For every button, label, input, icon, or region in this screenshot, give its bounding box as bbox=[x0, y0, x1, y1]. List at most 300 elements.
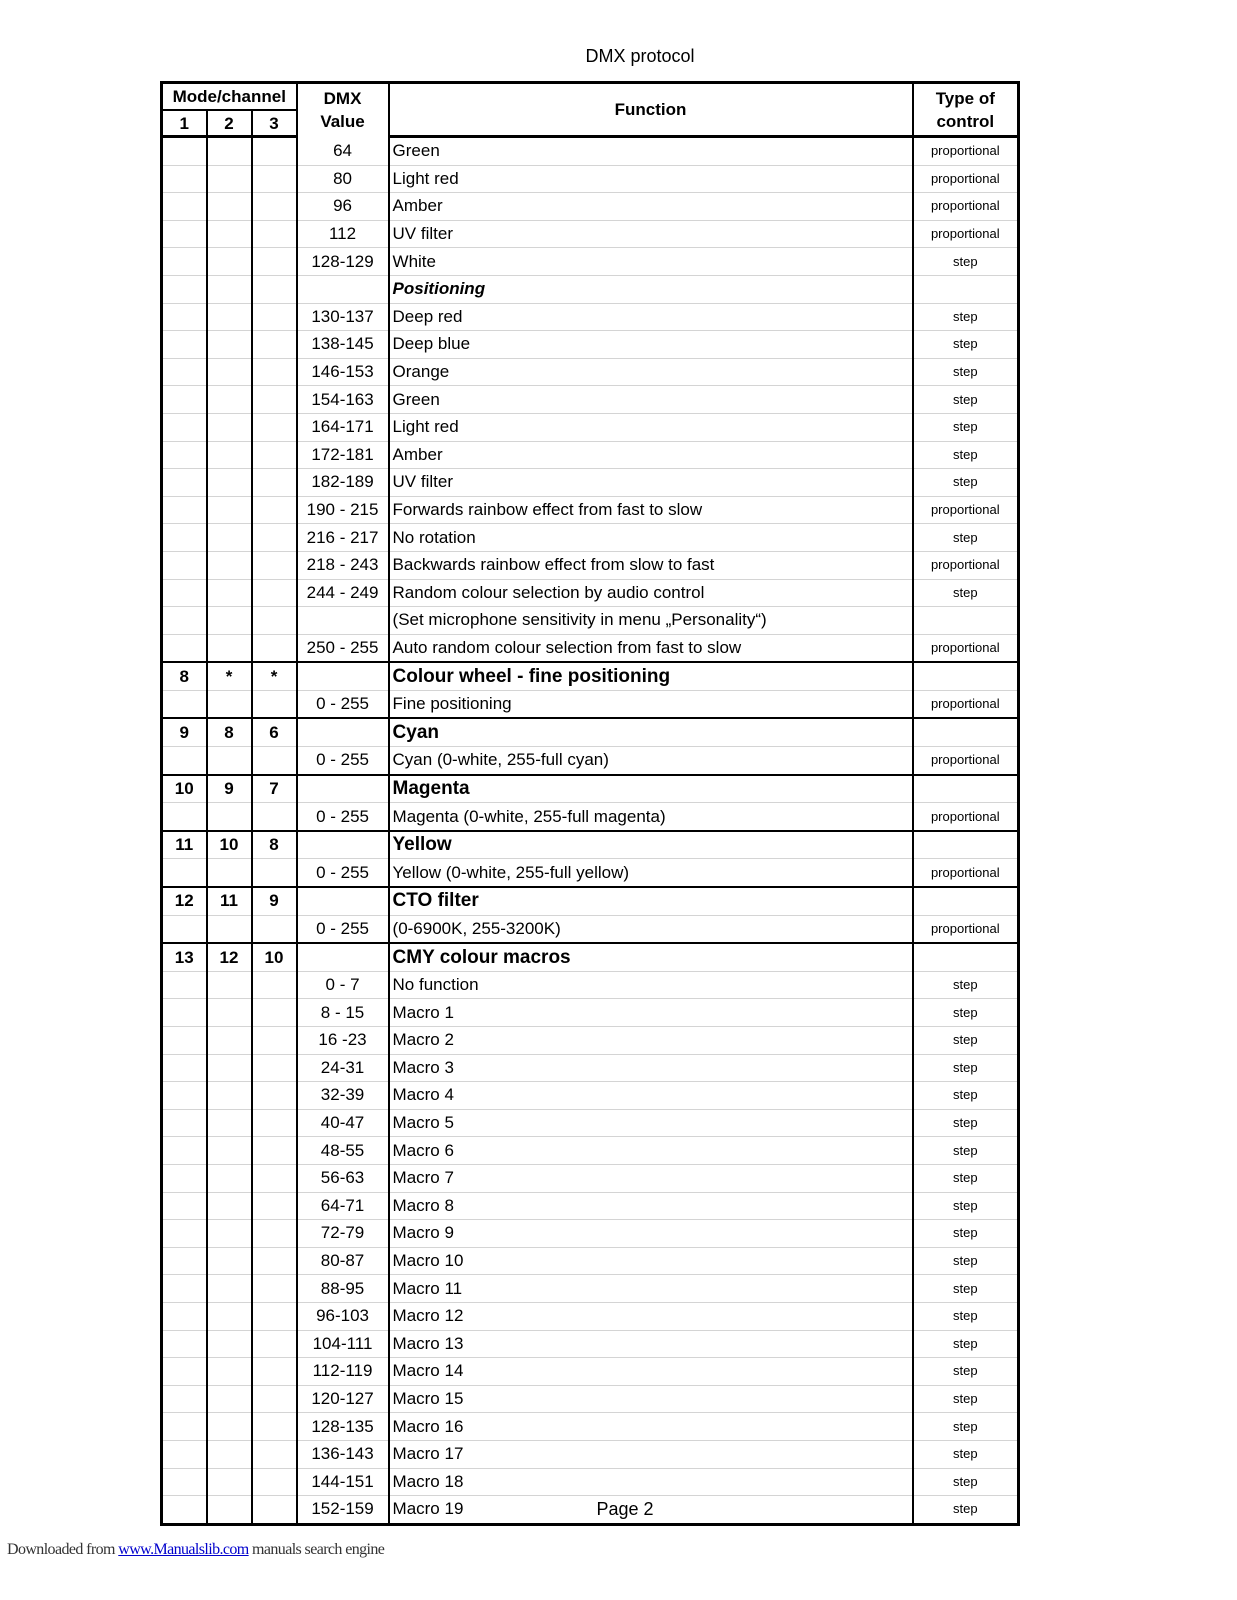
table-row bbox=[162, 193, 1019, 221]
table-row bbox=[162, 524, 1019, 552]
mode-2-cell bbox=[207, 331, 252, 359]
mode-1-cell bbox=[162, 1358, 207, 1386]
mode-3-cell bbox=[252, 971, 297, 999]
function-cell: Macro 16 bbox=[389, 1413, 913, 1441]
type-of-control-cell: step bbox=[913, 248, 1019, 276]
dmx-value-cell: 130-137 bbox=[297, 303, 389, 331]
mode-3-cell bbox=[252, 413, 297, 441]
mode-3-cell bbox=[252, 1220, 297, 1248]
function-cell: Light red bbox=[389, 413, 913, 441]
mode-3-cell bbox=[252, 1164, 297, 1192]
type-of-control-cell: proportional bbox=[913, 551, 1019, 579]
dmx-value-cell bbox=[297, 943, 389, 971]
mode-2-cell bbox=[207, 859, 252, 887]
dmx-value-cell: 0 - 255 bbox=[297, 915, 389, 943]
mode-3-cell bbox=[252, 1082, 297, 1110]
function-cell: Orange bbox=[389, 358, 913, 386]
mode-3-cell bbox=[252, 1192, 297, 1220]
table-row bbox=[162, 859, 1019, 887]
mode-2-cell bbox=[207, 915, 252, 943]
footer-prefix: Downloaded from bbox=[7, 1541, 119, 1558]
header-mode-3: 3 bbox=[252, 110, 297, 137]
function-cell: Deep red bbox=[389, 303, 913, 331]
function-cell: Forwards rainbow effect from fast to slow bbox=[389, 496, 913, 524]
mode-3-cell bbox=[252, 579, 297, 607]
mode-2-cell: 12 bbox=[207, 943, 252, 971]
type-of-control-cell: step bbox=[913, 358, 1019, 386]
dmx-value-cell: 244 - 249 bbox=[297, 579, 389, 607]
mode-1-cell bbox=[162, 220, 207, 248]
function-cell: Cyan bbox=[389, 718, 913, 746]
mode-3-cell bbox=[252, 690, 297, 718]
mode-1-cell bbox=[162, 803, 207, 831]
function-cell: Backwards rainbow effect from slow to fast bbox=[389, 551, 913, 579]
mode-2-cell bbox=[207, 413, 252, 441]
mode-3-cell bbox=[252, 1275, 297, 1303]
mode-3-cell bbox=[252, 248, 297, 276]
mode-1-cell bbox=[162, 1275, 207, 1303]
mode-2-cell bbox=[207, 137, 252, 166]
table-header bbox=[162, 83, 1019, 137]
function-cell: Macro 18 bbox=[389, 1468, 913, 1496]
mode-2-cell bbox=[207, 275, 252, 303]
mode-3-cell bbox=[252, 1440, 297, 1468]
mode-2-cell bbox=[207, 1330, 252, 1358]
mode-1-cell bbox=[162, 607, 207, 635]
type-of-control-cell: proportional bbox=[913, 915, 1019, 943]
mode-3-cell: 7 bbox=[252, 775, 297, 803]
function-cell: Macro 13 bbox=[389, 1330, 913, 1358]
dmx-value-cell: 16 -23 bbox=[297, 1027, 389, 1055]
channel-section-row bbox=[162, 775, 1019, 803]
mode-3-cell bbox=[252, 386, 297, 414]
dmx-value-cell: 8 - 15 bbox=[297, 999, 389, 1027]
dmx-value-cell: 24-31 bbox=[297, 1054, 389, 1082]
mode-3-cell bbox=[252, 1385, 297, 1413]
type-of-control-cell: step bbox=[913, 1413, 1019, 1441]
channel-section-row bbox=[162, 831, 1019, 859]
type-of-control-cell: step bbox=[913, 1358, 1019, 1386]
table-row bbox=[162, 1082, 1019, 1110]
dmx-value-cell: 0 - 7 bbox=[297, 971, 389, 999]
mode-2-cell bbox=[207, 1220, 252, 1248]
dmx-value-cell: 0 - 255 bbox=[297, 803, 389, 831]
mode-2-cell bbox=[207, 524, 252, 552]
dmx-value-cell: 0 - 255 bbox=[297, 859, 389, 887]
mode-3-cell: 10 bbox=[252, 943, 297, 971]
table-row bbox=[162, 634, 1019, 662]
dmx-value-cell: 218 - 243 bbox=[297, 551, 389, 579]
header-mode-channel: Mode/channel bbox=[162, 83, 297, 111]
mode-3-cell bbox=[252, 551, 297, 579]
type-of-control-cell: step bbox=[913, 413, 1019, 441]
function-cell: Deep blue bbox=[389, 331, 913, 359]
mode-2-cell bbox=[207, 634, 252, 662]
page-number: Page 2 bbox=[596, 1499, 654, 1519]
function-cell: No function bbox=[389, 971, 913, 999]
function-cell: Macro 5 bbox=[389, 1109, 913, 1137]
mode-1-cell bbox=[162, 1082, 207, 1110]
type-of-control-cell: step bbox=[913, 971, 1019, 999]
channel-section-row bbox=[162, 943, 1019, 971]
function-cell: Macro 12 bbox=[389, 1302, 913, 1330]
function-cell: Macro 10 bbox=[389, 1247, 913, 1275]
table-row bbox=[162, 441, 1019, 469]
mode-1-cell bbox=[162, 1330, 207, 1358]
table-row bbox=[162, 1247, 1019, 1275]
type-of-control-cell: step bbox=[913, 524, 1019, 552]
mode-3-cell bbox=[252, 1413, 297, 1441]
function-cell: Yellow (0-white, 255-full yellow) bbox=[389, 859, 913, 887]
mode-2-cell bbox=[207, 1082, 252, 1110]
type-of-control-cell: step bbox=[913, 579, 1019, 607]
mode-2-cell: 11 bbox=[207, 887, 252, 915]
mode-3-cell bbox=[252, 1468, 297, 1496]
function-cell: White bbox=[389, 248, 913, 276]
dmx-value-cell: 250 - 255 bbox=[297, 634, 389, 662]
dmx-value-cell: 172-181 bbox=[297, 441, 389, 469]
mode-2-cell bbox=[207, 193, 252, 221]
function-cell: (0-6900K, 255-3200K) bbox=[389, 915, 913, 943]
mode-2-cell bbox=[207, 1275, 252, 1303]
mode-1-cell bbox=[162, 1440, 207, 1468]
table-row bbox=[162, 551, 1019, 579]
mode-1-cell bbox=[162, 469, 207, 497]
channel-section-row bbox=[162, 718, 1019, 746]
table-row bbox=[162, 1330, 1019, 1358]
mode-2-cell: 10 bbox=[207, 831, 252, 859]
mode-1-cell bbox=[162, 999, 207, 1027]
dmx-value-cell bbox=[297, 662, 389, 690]
mode-1-cell bbox=[162, 579, 207, 607]
header-dmx-line2: Value bbox=[320, 112, 365, 132]
function-cell: Macro 17 bbox=[389, 1440, 913, 1468]
function-cell: Positioning bbox=[389, 275, 913, 303]
mode-3-cell bbox=[252, 747, 297, 775]
mode-3-cell: 9 bbox=[252, 887, 297, 915]
dmx-value-cell: 56-63 bbox=[297, 1164, 389, 1192]
function-cell: Macro 9 bbox=[389, 1220, 913, 1248]
type-of-control-cell: proportional bbox=[913, 220, 1019, 248]
dmx-value-cell: 216 - 217 bbox=[297, 524, 389, 552]
function-cell: Amber bbox=[389, 193, 913, 221]
header-type-line1: Type of bbox=[935, 88, 995, 108]
table-row bbox=[162, 747, 1019, 775]
table-row bbox=[162, 220, 1019, 248]
mode-3-cell bbox=[252, 441, 297, 469]
function-cell: Macro 14 bbox=[389, 1358, 913, 1386]
type-of-control-cell: step bbox=[913, 1082, 1019, 1110]
type-of-control-cell: step bbox=[913, 1137, 1019, 1165]
function-cell: Macro 6 bbox=[389, 1137, 913, 1165]
mode-2-cell bbox=[207, 1302, 252, 1330]
mode-2-cell bbox=[207, 165, 252, 193]
table-row bbox=[162, 1358, 1019, 1386]
mode-2-cell bbox=[207, 1054, 252, 1082]
function-cell: Macro 8 bbox=[389, 1192, 913, 1220]
mode-2-cell bbox=[207, 220, 252, 248]
dmx-value-cell: 96 bbox=[297, 193, 389, 221]
table-row bbox=[162, 1302, 1019, 1330]
mode-2-cell bbox=[207, 1164, 252, 1192]
function-cell: UV filter bbox=[389, 469, 913, 497]
mode-2-cell bbox=[207, 441, 252, 469]
dmx-value-cell: 154-163 bbox=[297, 386, 389, 414]
function-cell: Light red bbox=[389, 165, 913, 193]
mode-1-cell bbox=[162, 1220, 207, 1248]
function-cell: Fine positioning bbox=[389, 690, 913, 718]
type-of-control-cell bbox=[913, 607, 1019, 635]
mode-3-cell bbox=[252, 1302, 297, 1330]
table-row bbox=[162, 275, 1019, 303]
header-dmx-line1: DMX bbox=[323, 89, 362, 109]
type-of-control-cell: step bbox=[913, 1496, 1019, 1525]
function-cell: Macro 7 bbox=[389, 1164, 913, 1192]
mode-1-cell bbox=[162, 165, 207, 193]
mode-1-cell: 12 bbox=[162, 887, 207, 915]
dmx-value-cell: 120-127 bbox=[297, 1385, 389, 1413]
mode-3-cell bbox=[252, 1109, 297, 1137]
mode-3-cell bbox=[252, 859, 297, 887]
function-cell: Auto random colour selection from fast to slow bbox=[389, 634, 913, 662]
mode-2-cell bbox=[207, 579, 252, 607]
mode-1-cell bbox=[162, 690, 207, 718]
mode-3-cell bbox=[252, 220, 297, 248]
mode-1-cell bbox=[162, 275, 207, 303]
mode-3-cell bbox=[252, 275, 297, 303]
type-of-control-cell: step bbox=[913, 1027, 1019, 1055]
dmx-value-cell: 138-145 bbox=[297, 331, 389, 359]
mode-3-cell bbox=[252, 496, 297, 524]
type-of-control-cell: step bbox=[913, 386, 1019, 414]
mode-2-cell bbox=[207, 1109, 252, 1137]
table-row bbox=[162, 496, 1019, 524]
function-cell: UV filter bbox=[389, 220, 913, 248]
type-of-control-cell bbox=[913, 943, 1019, 971]
dmx-value-cell: 128-129 bbox=[297, 248, 389, 276]
mode-1-cell bbox=[162, 441, 207, 469]
type-of-control-cell bbox=[913, 887, 1019, 915]
dmx-value-cell: 88-95 bbox=[297, 1275, 389, 1303]
table-row bbox=[162, 607, 1019, 635]
type-of-control-cell: step bbox=[913, 1330, 1019, 1358]
mode-1-cell bbox=[162, 1468, 207, 1496]
mode-3-cell bbox=[252, 803, 297, 831]
mode-2-cell bbox=[207, 496, 252, 524]
function-cell: Macro 3 bbox=[389, 1054, 913, 1082]
dmx-value-cell: 112-119 bbox=[297, 1358, 389, 1386]
table-row bbox=[162, 1468, 1019, 1496]
type-of-control-cell bbox=[913, 275, 1019, 303]
mode-1-cell bbox=[162, 358, 207, 386]
mode-2-cell: 8 bbox=[207, 718, 252, 746]
dmx-value-cell: 104-111 bbox=[297, 1330, 389, 1358]
mode-2-cell bbox=[207, 1468, 252, 1496]
type-of-control-cell: step bbox=[913, 1440, 1019, 1468]
mode-1-cell bbox=[162, 747, 207, 775]
mode-3-cell bbox=[252, 165, 297, 193]
type-of-control-cell bbox=[913, 662, 1019, 690]
table-row bbox=[162, 803, 1019, 831]
mode-3-cell bbox=[252, 634, 297, 662]
download-footer bbox=[7, 1541, 384, 1559]
mode-3-cell bbox=[252, 915, 297, 943]
table-row bbox=[162, 358, 1019, 386]
header-function: Function bbox=[389, 83, 913, 137]
function-cell: Macro 15 bbox=[389, 1385, 913, 1413]
mode-2-cell bbox=[207, 1192, 252, 1220]
mode-3-cell bbox=[252, 1027, 297, 1055]
dmx-value-cell: 80-87 bbox=[297, 1247, 389, 1275]
type-of-control-cell: proportional bbox=[913, 859, 1019, 887]
mode-1-cell bbox=[162, 303, 207, 331]
table-row bbox=[162, 1220, 1019, 1248]
mode-3-cell bbox=[252, 1330, 297, 1358]
mode-2-cell bbox=[207, 248, 252, 276]
dmx-value-cell: 144-151 bbox=[297, 1468, 389, 1496]
type-of-control-cell: step bbox=[913, 1164, 1019, 1192]
mode-3-cell: * bbox=[252, 662, 297, 690]
mode-2-cell bbox=[207, 386, 252, 414]
dmx-value-cell: 182-189 bbox=[297, 469, 389, 497]
manualslib-link[interactable]: www.Manualslib.com bbox=[118, 1541, 249, 1558]
header-mode-2: 2 bbox=[207, 110, 252, 137]
table-row bbox=[162, 579, 1019, 607]
document-title: DMX protocol bbox=[585, 46, 695, 66]
dmx-value-cell: 64-71 bbox=[297, 1192, 389, 1220]
function-cell: No rotation bbox=[389, 524, 913, 552]
mode-1-cell bbox=[162, 248, 207, 276]
mode-1-cell bbox=[162, 1109, 207, 1137]
mode-1-cell bbox=[162, 1247, 207, 1275]
table-row bbox=[162, 386, 1019, 414]
dmx-value-cell: 96-103 bbox=[297, 1302, 389, 1330]
mode-1-cell bbox=[162, 1027, 207, 1055]
table-row bbox=[162, 999, 1019, 1027]
dmx-value-cell: 64 bbox=[297, 137, 389, 166]
dmx-value-cell: 80 bbox=[297, 165, 389, 193]
table-row bbox=[162, 1054, 1019, 1082]
dmx-value-cell: 128-135 bbox=[297, 1413, 389, 1441]
function-cell: Macro 2 bbox=[389, 1027, 913, 1055]
mode-2-cell bbox=[207, 690, 252, 718]
table-row bbox=[162, 1109, 1019, 1137]
table-row bbox=[162, 165, 1019, 193]
mode-1-cell bbox=[162, 413, 207, 441]
table-row bbox=[162, 1192, 1019, 1220]
mode-3-cell bbox=[252, 1137, 297, 1165]
function-cell: Macro 19 bbox=[389, 1496, 913, 1525]
dmx-value-cell bbox=[297, 275, 389, 303]
mode-2-cell bbox=[207, 607, 252, 635]
type-of-control-cell: proportional bbox=[913, 747, 1019, 775]
table-row bbox=[162, 248, 1019, 276]
mode-2-cell bbox=[207, 1413, 252, 1441]
dmx-value-cell: 136-143 bbox=[297, 1440, 389, 1468]
header-type-line2: control bbox=[936, 111, 995, 131]
mode-2-cell bbox=[207, 1358, 252, 1386]
type-of-control-cell: step bbox=[913, 1302, 1019, 1330]
mode-1-cell bbox=[162, 193, 207, 221]
type-of-control-cell: step bbox=[913, 1468, 1019, 1496]
mode-1-cell bbox=[162, 1385, 207, 1413]
type-of-control-cell: proportional bbox=[913, 137, 1019, 166]
header-mode-1: 1 bbox=[162, 110, 207, 137]
table-row bbox=[162, 331, 1019, 359]
type-of-control-cell: step bbox=[913, 1247, 1019, 1275]
mode-2-cell bbox=[207, 747, 252, 775]
table-row bbox=[162, 971, 1019, 999]
mode-1-cell bbox=[162, 551, 207, 579]
type-of-control-cell: step bbox=[913, 331, 1019, 359]
function-cell: Yellow bbox=[389, 831, 913, 859]
function-cell: (Set microphone sensitivity in menu „Personality“) bbox=[389, 607, 913, 635]
type-of-control-cell bbox=[913, 718, 1019, 746]
type-of-control-cell: step bbox=[913, 1054, 1019, 1082]
dmx-value-cell: 72-79 bbox=[297, 1220, 389, 1248]
mode-2-cell bbox=[207, 303, 252, 331]
dmx-value-cell bbox=[297, 887, 389, 915]
mode-1-cell bbox=[162, 137, 207, 166]
function-cell: Random colour selection by audio control bbox=[389, 579, 913, 607]
type-of-control-cell: step bbox=[913, 1385, 1019, 1413]
table-row bbox=[162, 690, 1019, 718]
type-of-control-cell: step bbox=[913, 999, 1019, 1027]
function-cell: Colour wheel - fine positioning bbox=[389, 662, 913, 690]
mode-1-cell bbox=[162, 1054, 207, 1082]
mode-2-cell bbox=[207, 1385, 252, 1413]
type-of-control-cell: proportional bbox=[913, 690, 1019, 718]
mode-3-cell bbox=[252, 331, 297, 359]
type-of-control-cell: step bbox=[913, 1275, 1019, 1303]
table-row bbox=[162, 1164, 1019, 1192]
mode-3-cell: 8 bbox=[252, 831, 297, 859]
mode-2-cell bbox=[207, 1027, 252, 1055]
dmx-value-cell: 32-39 bbox=[297, 1082, 389, 1110]
mode-1-cell bbox=[162, 1302, 207, 1330]
type-of-control-cell bbox=[913, 775, 1019, 803]
table-body bbox=[162, 137, 1019, 1525]
table-row bbox=[162, 1027, 1019, 1055]
mode-1-cell: 10 bbox=[162, 775, 207, 803]
mode-2-cell bbox=[207, 1247, 252, 1275]
type-of-control-cell: proportional bbox=[913, 193, 1019, 221]
mode-2-cell bbox=[207, 999, 252, 1027]
type-of-control-cell: proportional bbox=[913, 634, 1019, 662]
function-cell: CTO filter bbox=[389, 887, 913, 915]
mode-1-cell: 8 bbox=[162, 662, 207, 690]
dmx-value-cell: 146-153 bbox=[297, 358, 389, 386]
mode-1-cell bbox=[162, 1413, 207, 1441]
mode-1-cell: 11 bbox=[162, 831, 207, 859]
table-row bbox=[162, 915, 1019, 943]
mode-1-cell bbox=[162, 331, 207, 359]
mode-2-cell bbox=[207, 803, 252, 831]
function-cell: Green bbox=[389, 386, 913, 414]
mode-3-cell bbox=[252, 1054, 297, 1082]
header-type-of-control bbox=[913, 83, 1019, 137]
type-of-control-cell: step bbox=[913, 441, 1019, 469]
function-cell: Macro 4 bbox=[389, 1082, 913, 1110]
dmx-protocol-table bbox=[160, 81, 1020, 1526]
channel-section-row bbox=[162, 887, 1019, 915]
dmx-value-cell: 152-159 bbox=[297, 1496, 389, 1525]
type-of-control-cell: proportional bbox=[913, 496, 1019, 524]
mode-1-cell bbox=[162, 971, 207, 999]
mode-3-cell bbox=[252, 303, 297, 331]
mode-3-cell bbox=[252, 193, 297, 221]
function-cell: Magenta bbox=[389, 775, 913, 803]
